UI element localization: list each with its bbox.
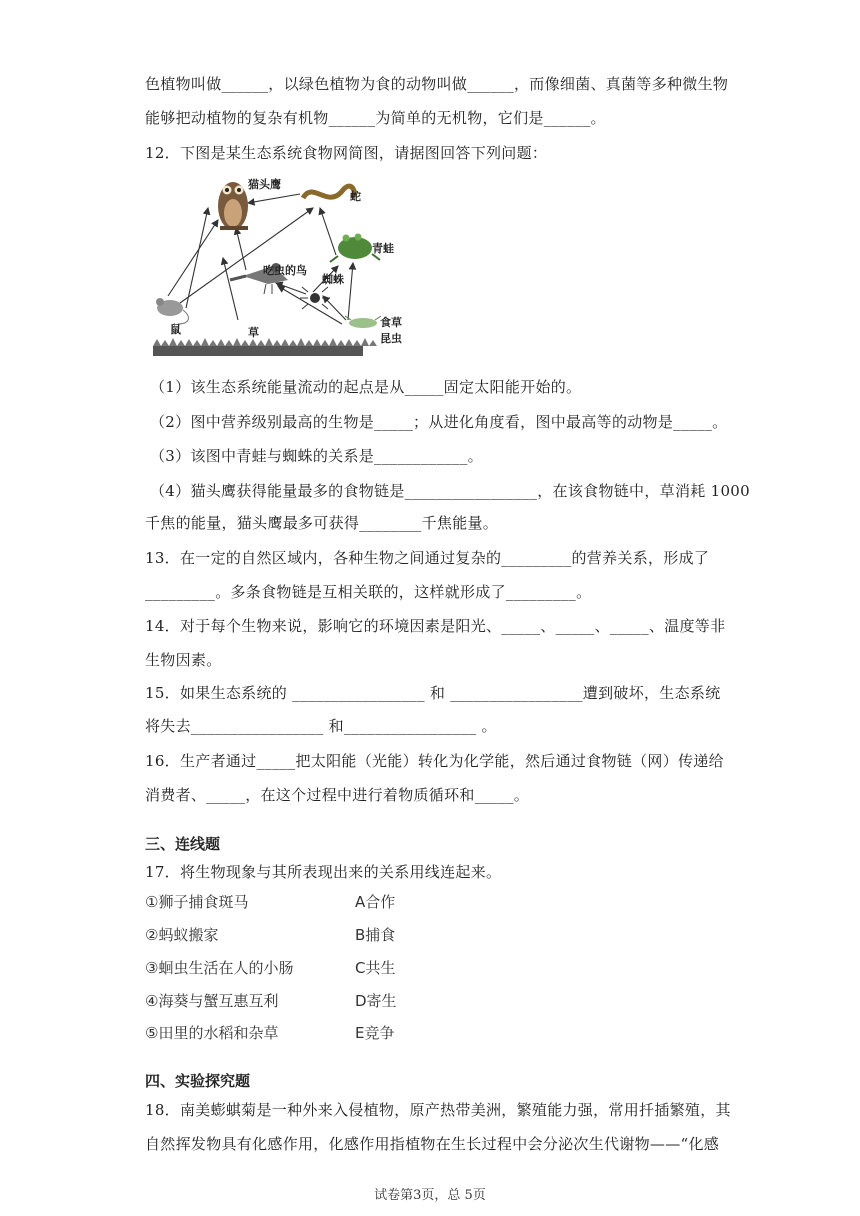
snake-icon [303,186,354,198]
match-left-4: ④海葵与蟹互惠互利 [145,992,279,1010]
question-16: 16．生产者通过_____把太阳能（光能）转化为化学能，然后通过食物链（网）传递给 [145,752,724,770]
food-web-diagram [148,168,410,363]
question-12-3: （3）该图中青蛙与蜘蛛的关系是____________。 [150,447,483,465]
match-left-2: ②蚂蚁搬家 [145,926,219,944]
question-13: 13．在一定的自然区域内，各种生物之间通过复杂的_________的营养关系，形成了 [145,549,710,567]
label-frog: 青蛙 [372,242,394,255]
question-12-2: （2）图中营养级别最高的生物是_____；从进化角度看，图中最高等的动物是_____。 [150,413,728,431]
label-insect-2: 昆虫 [380,332,402,345]
match-right-e: E竞争 [355,1024,395,1042]
question-18: 18．南美蟛蜞菊是一种外来入侵植物，原产热带美洲，繁殖能力强，常用扦插繁殖，其 [145,1101,731,1119]
text-line: _________。多条食物链是互相关联的，这样就形成了_________。 [145,583,592,601]
match-left-3: ③蛔虫生活在人的小肠 [145,959,294,977]
text-line: 色植物叫做______，以绿色植物为食的动物叫做______，而像细菌、真菌等多种微生物 [145,75,729,93]
match-right-b: B捕食 [355,926,396,944]
section-heading-3: 三、连线题 [145,835,221,853]
question-15: 15．如果生态系统的 _________________ 和 _________________遭到破坏，生态系统 [145,684,721,702]
text-line: 消费者、_____，在这个过程中进行着物质循环和_____。 [145,786,530,804]
match-right-c: C共生 [355,959,396,977]
label-mouse: 鼠 [170,323,181,336]
label-snake: 蛇 [350,190,361,203]
insect-icon [345,316,381,328]
text-line: 将失去_________________ 和_________________ 。 [145,717,497,735]
label-grass: 草 [248,326,259,339]
label-spider: 蜘蛛 [322,273,344,286]
match-left-5: ⑤田里的水稻和杂草 [145,1024,279,1042]
label-bird: 吃虫的鸟 [263,264,307,277]
grass-strip [153,338,377,356]
question-17: 17．将生物现象与其所表现出来的关系用线连起来。 [145,863,502,881]
mouse-icon [156,298,188,324]
match-right-d: D寄生 [355,992,397,1010]
text-line: 生物因素。 [145,651,222,669]
section-heading-4: 四、实验探究题 [145,1072,251,1090]
question-12: 12．下图是某生态系统食物网简图，请据图回答下列问题： [145,144,548,162]
food-web-arrows [168,194,353,324]
owl-icon [218,182,248,230]
match-left-1: ①狮子捕食斑马 [145,893,249,911]
label-owl: 猫头鹰 [248,178,281,191]
text-line: 能够把动植物的复杂有机物______为简单的无机物，它们是______。 [145,109,606,127]
text-line: 自然挥发物具有化感作用，化感作用指植物在生长过程中会分泌次生代谢物——“化感 [145,1135,720,1153]
page-footer: 试卷第3页，总 5页 [374,1188,486,1203]
question-12-1: （1）该生态系统能量流动的起点是从_____固定太阳能开始的。 [150,378,582,396]
question-12-4: （4）猫头鹰获得能量最多的食物链是_________________，在该食物链中，草消耗 1000 [150,482,750,500]
question-14: 14．对于每个生物来说，影响它的环境因素是阳光、_____、_____、_____、温度等非 [145,617,726,635]
match-right-a: A合作 [355,893,396,911]
label-insect-1: 食草 [380,316,402,329]
text-line: 千焦的能量，猫头鹰最多可获得________千焦能量。 [145,514,499,532]
